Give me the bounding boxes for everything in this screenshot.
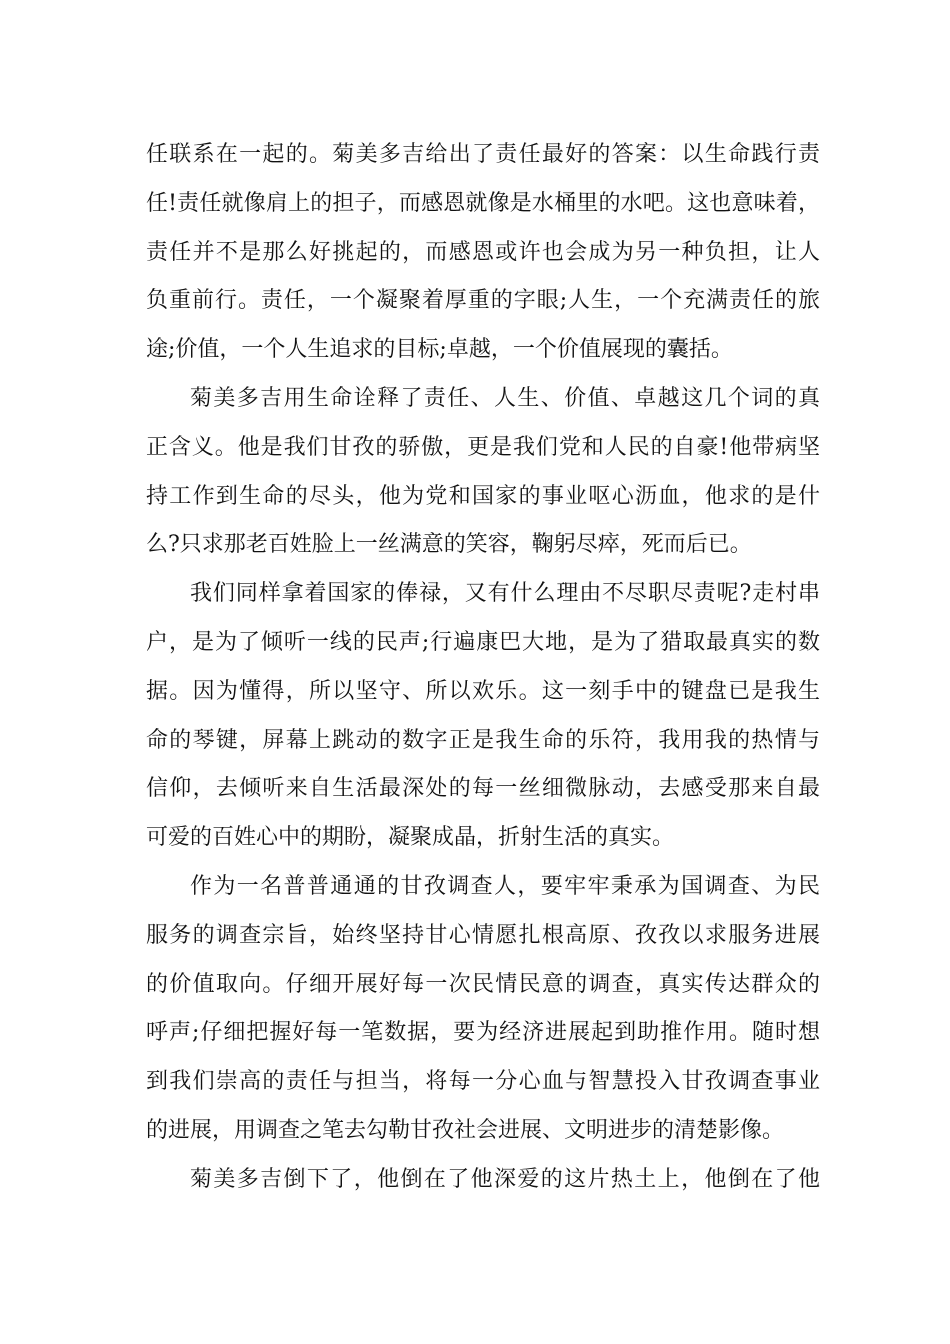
text-line: 任联系在一起的。菊美多吉给出了责任最好的答案：以生命践行责 — [146, 142, 820, 167]
text-line: 任!责任就像肩上的担子，而感恩就像是水桶里的水吧。这也意味着， — [146, 190, 820, 216]
text-line: 可爱的百姓心中的期盼，凝聚成晶，折射生活的真实。 — [146, 825, 675, 851]
paragraph-first-line: 菊美多吉倒下了，他倒在了他深爱的这片热土上，他倒在了他 — [190, 1166, 820, 1192]
text-line: 户，是为了倾听一线的民声;行遍康巴大地，是为了猎取最真实的数 — [146, 629, 820, 655]
text-line: 命的琴键，屏幕上跳动的数字正是我生命的乐符，我用我的热情与 — [146, 727, 820, 753]
text-line: 持工作到生命的尽头，他为党和国家的事业呕心沥血，他求的是什 — [146, 483, 820, 509]
text-line: 服务的调查宗旨，始终坚持甘心情愿扎根高原、孜孜以求服务进展 — [146, 922, 820, 948]
paragraph-first-line: 菊美多吉用生命诠释了责任、人生、价值、卓越这几个词的真 — [190, 385, 820, 411]
paragraph-first-line: 我们同样拿着国家的俸禄，又有什么理由不尽职尽责呢?走村串 — [190, 581, 820, 607]
text-line: 么?只求那老百姓脸上一丝满意的笑容，鞠躬尽瘁，死而后已。 — [146, 532, 752, 558]
text-line: 到我们崇高的责任与担当，将每一分心血与智慧投入甘孜调查事业 — [146, 1069, 820, 1095]
text-line: 负重前行。责任，一个凝聚着厚重的字眼;人生，一个充满责任的旅 — [146, 288, 820, 314]
text-line: 的进展，用调查之笔去勾勒甘孜社会进展、文明进步的清楚影像。 — [146, 1117, 785, 1143]
text-line: 呼声;仔细把握好每一笔数据，要为经济进展起到助推作用。随时想 — [146, 1020, 820, 1046]
text-line: 的价值取向。仔细开展好每一次民情民意的调查，真实传达群众的 — [146, 971, 820, 997]
paragraph-first-line: 作为一名普普通通的甘孜调查人，要牢牢秉承为国调查、为民 — [190, 873, 820, 899]
text-line: 途;价值，一个人生追求的目标;卓越，一个价值展现的囊括。 — [146, 337, 733, 363]
body-text — [146, 131, 820, 1205]
text-line: 信仰，去倾听来自生活最深处的每一丝细微脉动，去感受那来自最 — [146, 776, 820, 802]
text-line: 据。因为懂得，所以坚守、所以欢乐。这一刻手中的键盘已是我生 — [146, 678, 820, 704]
text-line: 责任并不是那么好挑起的，而感恩或许也会成为另一种负担，让人 — [146, 239, 820, 265]
text-line: 正含义。他是我们甘孜的骄傲，更是我们党和人民的自豪!他带病坚 — [146, 434, 820, 460]
